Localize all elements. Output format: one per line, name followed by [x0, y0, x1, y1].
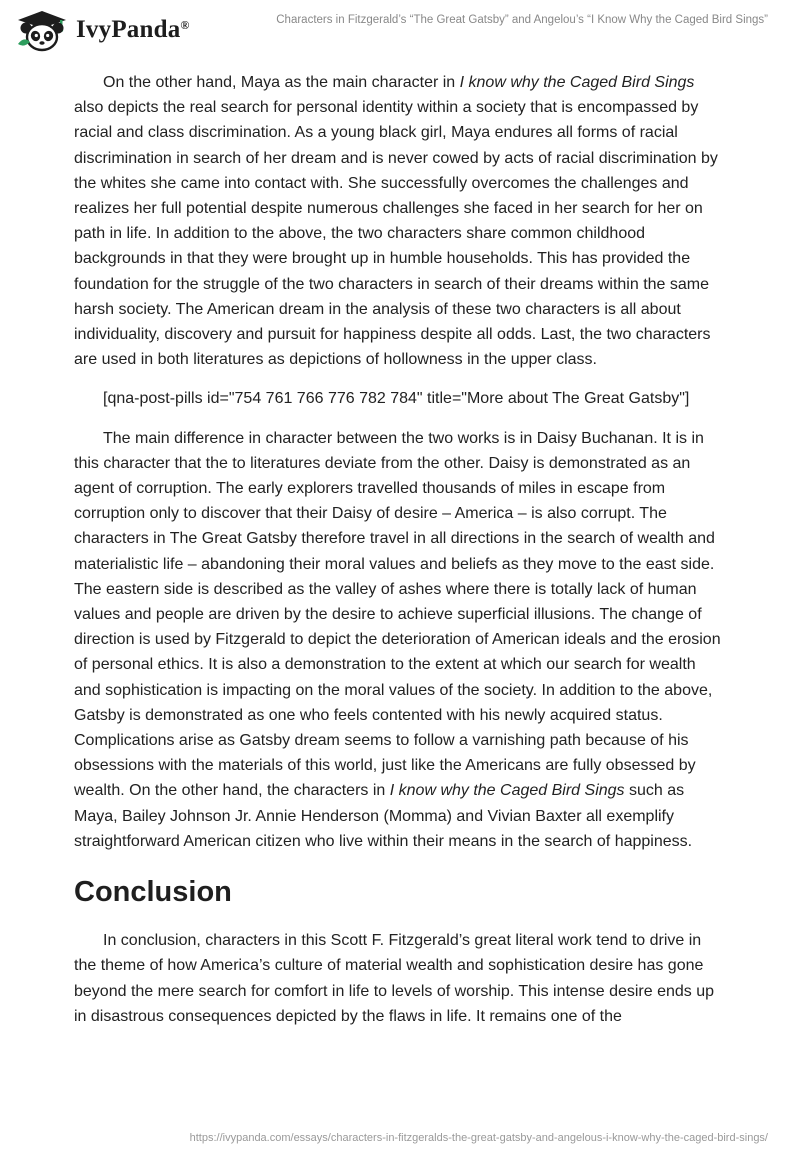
source-url[interactable]: https://ivypanda.com/essays/characters-in-fitzgeralds-the-great-gatsby-and-angelous-i-know-why-the-caged-bird-sings/ [189, 1132, 768, 1144]
book-title: I know why the Caged Bird Sings [389, 782, 625, 800]
shortcode-text: [qna-post-pills id="754 761 766 776 782 784" title="More about The Great Gatsby"] [103, 390, 690, 408]
article-body [74, 70, 726, 1043]
brand-name: IvyPanda® [76, 16, 190, 43]
book-title: I know why the Caged Bird Sings [459, 74, 695, 91]
document-title: Characters in Fitzgerald’s “The Great Gatsby” and Angelou’s “I Know Why the Caged Bird Sings” [276, 14, 768, 26]
paragraph-maya: On the other hand, Maya as the main character in I know why the Caged Bird Sings also depicts the real search for personal identity within a society that is encompassed by racial and class discrimination. As a young black girl, Maya endures all forms of racial discrimination in search of her dream and is never cowed by acts of racial discrimination by the whites she came into contact with. She successfully overcomes the challenges and realizes her full potential despite numerous challenges she faced in her search for her on path in life. In addition to the above, the two characters share common childhood backgrounds in that they were brought up in humble households. This has provided the foundation for the struggle of the two characters in search of their dreams within the same harsh society. The American dream in the analysis of these two characters is all about individuality, discovery and pursuit for happiness despite all odds. Last, the two characters are used in both literatures as depictions of hollowness in the upper class. [74, 74, 718, 369]
ivypanda-logo[interactable] [14, 8, 190, 52]
registered-mark: ® [180, 18, 190, 32]
paragraph-daisy: The main difference in character between the two works is in Daisy Buchanan. It is in this character that the to literatures deviate from the other. Daisy is demonstrated as an agent of corruption. The early explorers travelled thousands of miles in escape from corruption only to discover that their Daisy of desire – America – is also corrupt. The characters in The Great Gatsby therefore travel in all directions in the search of wealth and materialistic life – abandoning their moral values and beliefs as they move to the east side. The eastern side is described as the valley of ashes where there is totally lack of human values and people are driven by the desire to achieve superficial illusions. The change of direction is used by Fitzgerald to depict the deterioration of American ideals and the erosion of personal ethics. It is also a demonstration to the extent at which our search for wealth and sophistication is impacting on the moral values of the society. In addition to the above, Gatsby is demonstrated as one who feels contented with his newly acquired status. Complications arise as Gatsby dream seems to follow a varnishing path because of his obsessions with the materials of this world, just like the Americans are fully obsessed by wealth. On the other hand, the characters in I know why the Caged Bird Sings such as Maya, Bailey Johnson Jr. Annie Henderson (Momma) and Vivian Baxter all exemplify straightforward American citizen who live within their means in the search of happiness. [74, 429, 721, 850]
page-header [0, 0, 800, 60]
panda-graduate-icon [14, 8, 70, 52]
conclusion-heading: Conclusion [74, 876, 232, 909]
paragraph-conclusion: In conclusion, characters in this Scott F. Fitzgerald’s great literal work tend to drive in the theme of how America’s culture of material wealth and sophistication desire has gone beyond the mere search for comfort in life to levels of worship. This intense desire ends up in disastrous consequences depicted by the flaws in life. It remains one of the [74, 932, 715, 1025]
